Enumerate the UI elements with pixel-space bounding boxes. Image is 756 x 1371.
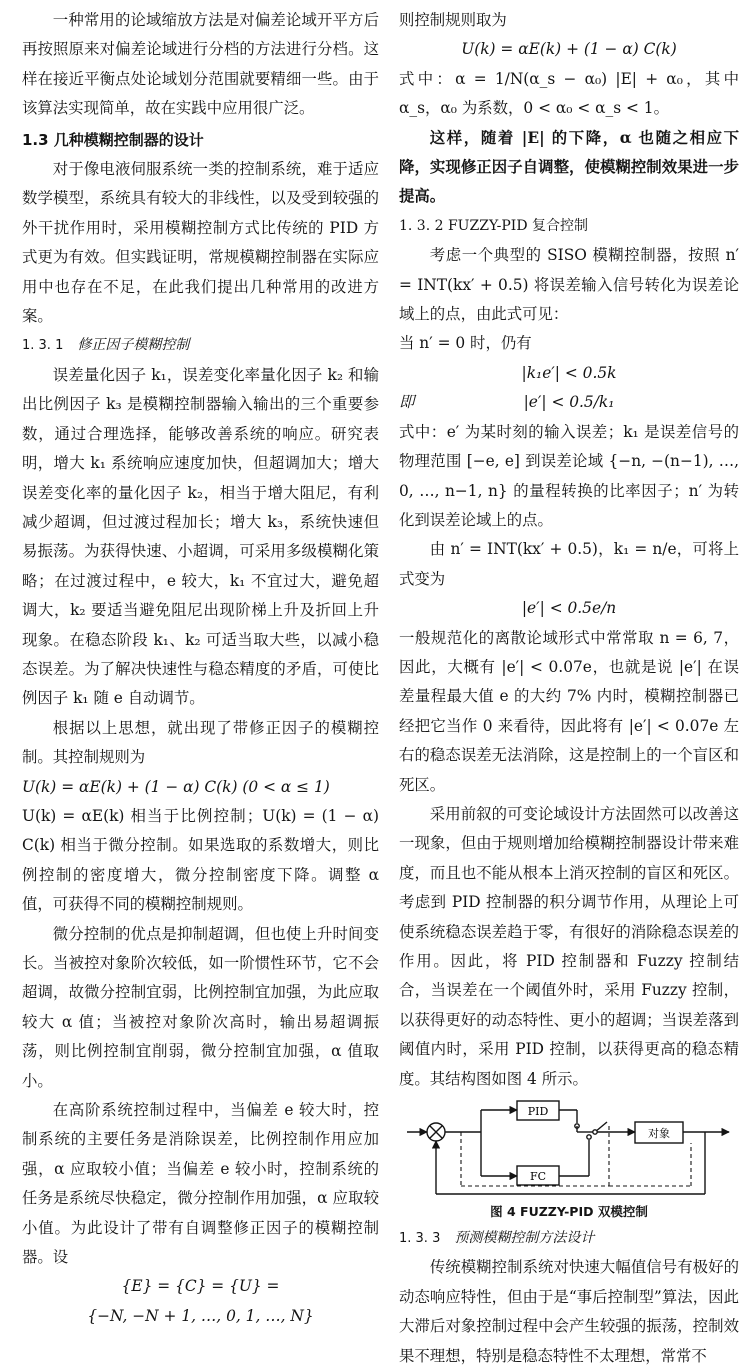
equation: {−N, −N + 1, …, 0, 1, …, N} — [87, 1306, 314, 1325]
section-number: 1. 3. 1 — [22, 338, 64, 354]
equation-with-lead — [399, 388, 739, 417]
paragraph: 微分控制的优点是抑制超调，但也使上升时间变长。当被控对象阶次较低，如一阶惯性环节，它不会超调，故微分控制宜弱，比例控制宜加强，为此应取较大 α 值；当被控对象阶次高时，输出易超调振荡，则比例控制宜削弱，微分控制宜加强，α 值取小。 — [22, 924, 379, 1090]
paragraph: 当 n′ = 0 时，仍有 — [399, 334, 532, 353]
section-heading-1-3-3 — [399, 1224, 739, 1253]
plant-label: 对象 — [648, 1127, 670, 1141]
equation: U(k) = αE(k) + (1 − α) C(k) — [461, 40, 677, 59]
fc-label: FC — [529, 1170, 547, 1184]
section-title: 修正因子模糊控制 — [77, 337, 190, 354]
paragraph: 传统模糊控制系统对快速大幅值信号有极好的动态响应特性，但由于是“事后控制型”算法，因此大滞后对象控制过程中会产生较强的振荡，控制效果不理想，特别是稳态特性不太理想，常常不 — [399, 1258, 739, 1365]
section-title: 预测模糊控制方法设计 — [454, 1230, 595, 1247]
pid-label: PID — [527, 1105, 549, 1119]
left-column — [22, 6, 379, 1331]
paragraph: 一般规范化的离散论域形式中常常取 n = 6, 7，因此，大概有 |e′| < 0.07e，也就是说 |e′| 在误差量程最大值 e 的大约 7% 内时，模糊控制器已经把它当作 0 来看待，因此将有 |e′| < 0.07e 左右的稳态误差无法消除，这是控制上的一个盲区和死区。 — [399, 628, 739, 794]
paragraph: 考虑一个典型的 SISO 模糊控制器，按照 n′ = INT(kx′ + 0.5) 将误差输入信号转化为误差论域上的点，由此式可见： — [399, 246, 739, 324]
right-column — [399, 6, 739, 1371]
paragraph: 采用前叙的可变论域设计方法固然可以改善这一现象，但由于规则增加给模糊控制器设计带来难度，而且也不能从根本上消灭控制的盲区和死区。考虑到 PID 控制器的积分调节作用，从理论上可使系统稳态误差趋于零，有很好的消除稳态误差的作用。因此，将 PID 控制器和 Fuzzy 控制结合，当误差在一个阈值外时，采用 Fuzzy 控制，以获得更好的动态特性、更小的超调；当误差落到阈值内时，采用 PID 控制，以获得更高的稳态精度。其结构图如图 4 所示。 — [399, 804, 739, 1088]
equation-lead: 即 — [399, 393, 415, 412]
paragraph: 根据以上思想，就出现了带修正因子的模糊控制。其控制规则为 — [22, 718, 379, 767]
paragraph: U(k) = αE(k) 相当于比例控制；U(k) = (1 − α) C(k) 相当于微分控制。如果选取的系数增大，则比例控制的密度增大，微分控制密度下降。调整 α 值，可获得不同的模糊控制规则。 — [22, 806, 379, 914]
paragraph: 这样，随着 |E| 的下降，α 也随之相应下降，实现修正因子自调整，使模糊控制效果进一步提高。 — [399, 128, 739, 206]
paragraph: 误差量化因子 k₁，误差变化率量化因子 k₂ 和输出比例因子 k₃ 是模糊控制器输入输出的三个重要参数，通过合理选择，能够改善系统的响应。研究表明，增大 k₁ 系统响应速度加快，但超调加大；增大误差变化率的量化因子 k₂，相当于增大阻尼，有利减少超调，但过渡过程加长；增大 k₃，系统快速但易振荡。为获得快速、小超调，可采用多级模糊化策略；在过渡过程中，e 较大，k₁ 不宜过大，避免超调大，k₂ 要适当避免阻尼出现阶梯上升及折回上升现象。在稳态阶段 k₁、k₂ 可适当取大些，以减小稳态误差。为了解决快速性与稳态精度的矛盾，可使比例因子 k₁ 随 e 自动调节。 — [22, 365, 379, 708]
diagram-svg — [399, 1100, 739, 1198]
section-number: 1. 3. 3 — [399, 1231, 441, 1247]
paragraph: 则控制规则取为 — [399, 11, 507, 29]
fuzzy-pid-block-diagram — [399, 1100, 739, 1198]
paragraph: 式中：e′ 为某时刻的输入误差；k₁ 是误差信号的物理范围 [−e, e] 到误差论域 {−n, −(n−1), …, 0, …, n−1, n} 的量程转换的比率因子；n′ 为转化到误差论域上的点。 — [399, 422, 739, 529]
figure-caption: 图 4 FUZZY-PID 双模控制 — [490, 1204, 648, 1220]
section-heading-1-3: 1.3 几种模糊控制器的设计 — [22, 130, 204, 149]
paragraph: 一种常用的论域缩放方法是对偏差论域开平方后再按照原来对偏差论域进行分档的方法进行分档。这样在接近平衡点处论域划分范围就要精细一些。由于该算法实现简单，故在实践中应用很广泛。 — [22, 11, 379, 118]
section-heading-1-3-1 — [22, 331, 379, 360]
equation: |k₁e′| < 0.5k — [521, 363, 617, 382]
section-heading-1-3-2: 1. 3. 2 FUZZY-PID 复合控制 — [399, 217, 588, 234]
equation: U(k) = αE(k) + (1 − α) C(k) (0 < α ≤ 1) — [22, 777, 330, 796]
paragraph: 由 n′ = INT(kx′ + 0.5)，k₁ = n/e，可将上式变为 — [399, 540, 739, 588]
paragraph: 在高阶系统控制过程中，当偏差 e 较大时，控制系统的主要任务是消除误差，比例控制作用应加强，α 应取较小值；当偏差 e 较小时，控制系统的任务是系统尽快稳定，微分控制作用加强，α 应取较小值。为此设计了带有自调整修正因子的模糊控制器。设 — [22, 1101, 379, 1267]
paragraph: 式中：α = 1/N(α_s − α₀) |E| + α₀，其中 α_s，α₀ 为系数，0 < α₀ < α_s < 1。 — [399, 69, 739, 118]
paragraph: 对于像电液伺服系统一类的控制系统，难于适应数学模型，系统具有较大的非线性，以及受到较强的外干扰作用时，采用模糊控制方式比传统的 PID 方式更为有效。但实践证明，常规模糊控制器在实际应用中也存在不足，在此我们提出几种常用的改进方案。 — [22, 160, 379, 326]
equation: {E} = {C} = {U} = — [121, 1277, 280, 1296]
equation: |e′| < 0.5e/n — [521, 599, 617, 618]
equation: |e′| < 0.5/k₁ — [523, 393, 615, 412]
